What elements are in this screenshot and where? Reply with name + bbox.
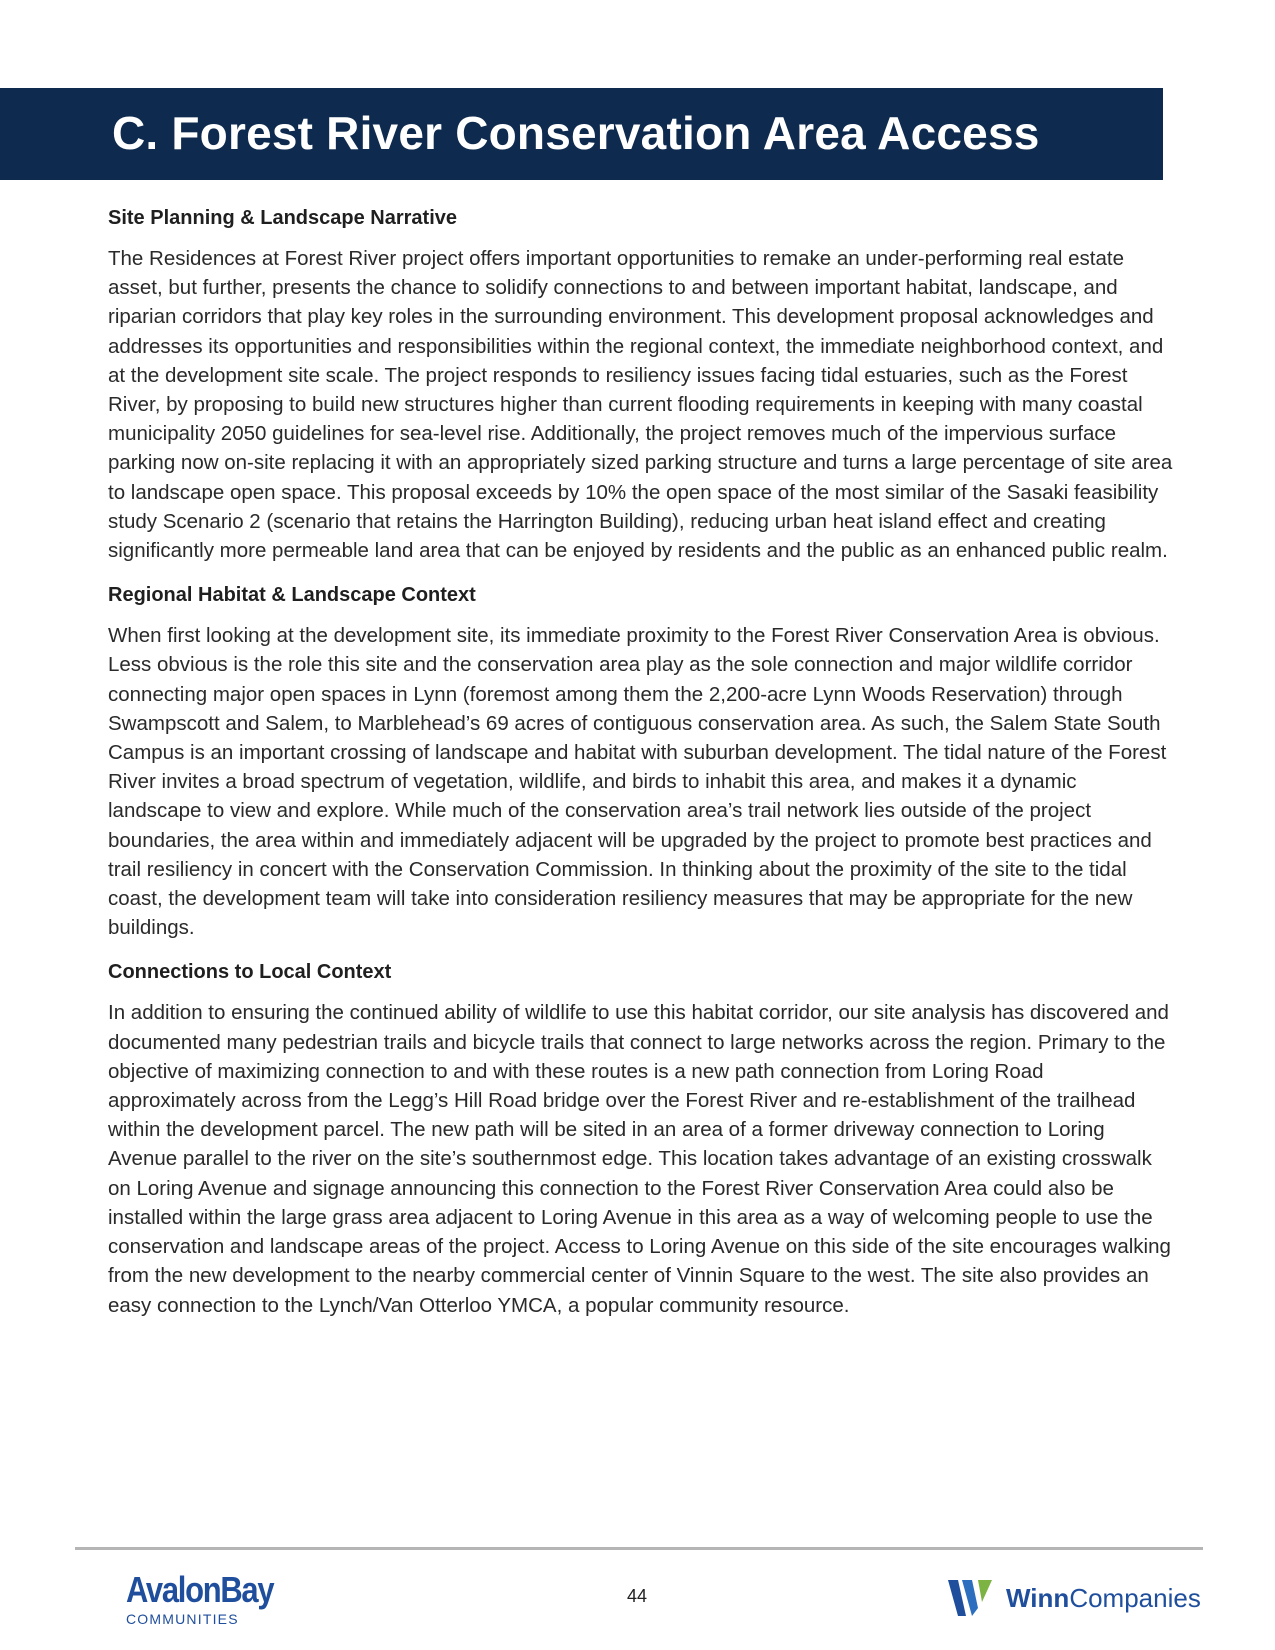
- section-regional-habitat: [108, 575, 1173, 942]
- winn-wordmark-bold: Winn: [1006, 1583, 1070, 1613]
- page-number: 44: [626, 1586, 648, 1606]
- title-band: [0, 88, 1163, 180]
- footer-divider: [75, 1547, 1203, 1550]
- section-paragraph: In addition to ensuring the continued ability of wildlife to use this habitat corridor, our site analysis has discovered and documented many pedestrian trails and bicycle trails that connect to large networks across the region. Primary to the objective of maximizing connection to and with these routes is a new path connection from Loring Road approximately across from the Legg’s Hill Road bridge over the Forest River and re-establishment of the trailhead within the development parcel. The new path will be sited in an area of a former driveway connection to Loring Avenue parallel to the river on the site’s southernmost edge. This location takes advantage of an existing crosswalk on Loring Avenue and signage announcing this connection to the Forest River Conservation Area could also be installed within the large grass area adjacent to Loring Avenue in this area as a way of welcoming people to use the conservation and landscape areas of the project. Access to Loring Avenue on this side of the site encourages walking from the new development to the nearby commercial center of Vinnin Square to the west. The site also provides an easy connection to the Lynch/Van Otterloo YMCA, a popular community resource.: [108, 1001, 1171, 1317]
- avalonbay-logo-subtitle: COMMUNITIES: [126, 1611, 239, 1627]
- section-paragraph: The Residences at Forest River project offers important opportunities to remake an under-performing real estate asset, but further, presents the chance to solidify connections to and between important habitat, landscape, and riparian corridors that play key roles in the surrounding environment. This development proposal acknowledges and addresses its opportunities and responsibilities within the regional context, the immediate neighborhood context, and at the development site scale. The project responds to resiliency issues facing tidal estuaries, such as the Forest River, by proposing to build new structures higher than current flooding requirements in keeping with many coastal municipality 2050 guidelines for sea-level rise. Additionally, the project removes much of the impervious surface parking now on-site replacing it with an appropriately sized parking structure and turns a large percentage of site area to landscape open space. This proposal exceeds by 10% the open space of the most similar of the Sasaki feasibility study Scenario 2 (scenario that retains the Harrington Building), reducing urban heat island effect and creating significantly more permeable land area that can be enjoyed by residents and the public as an enhanced public realm.: [108, 247, 1173, 563]
- winn-wordmark: [1006, 1583, 1201, 1613]
- section-site-planning: [108, 198, 1173, 565]
- winn-companies-logo: [948, 1576, 1201, 1620]
- winn-w-icon: [948, 1578, 994, 1618]
- section-local-connections: [108, 952, 1173, 1319]
- avalonbay-logo-wordmark: AvalonBay: [126, 1569, 274, 1610]
- section-heading: Regional Habitat & Landscape Context: [108, 584, 476, 607]
- avalonbay-logo: [126, 1570, 276, 1630]
- document-body: [108, 198, 1173, 1330]
- section-heading: Site Planning & Landscape Narrative: [108, 207, 457, 229]
- section-heading: Connections to Local Context: [108, 961, 392, 984]
- page-title: C. Forest River Conservation Area Access: [112, 107, 1040, 159]
- section-paragraph: When first looking at the development site, its immediate proximity to the Forest River Conservation Area is obvious. Less obvious is the role this site and the conservation area play as the sole connection and major wildlife corridor connecting major open spaces in Lynn (foremost among them the 2,200-acre Lynn Woods Reservation) through Swampscott and Salem, to Marblehead’s 69 acres of contiguous conservation area. As such, the Salem State South Campus is an important crossing of landscape and habitat with suburban development. The tidal nature of the Forest River invites a broad spectrum of vegetation, wildlife, and birds to inhabit this area, and makes it a dynamic landscape to view and explore. While much of the conservation area’s trail network lies outside of the project boundaries, the area within and immediately adjacent will be upgraded by the project to promote best practices and trail resiliency in concert with the Conservation Commission. In thinking about the proximity of the site to the tidal coast, the development team will take into consideration resiliency measures that may be appropriate for the new buildings.: [108, 624, 1167, 940]
- winn-wordmark-rest: Companies: [1069, 1583, 1201, 1613]
